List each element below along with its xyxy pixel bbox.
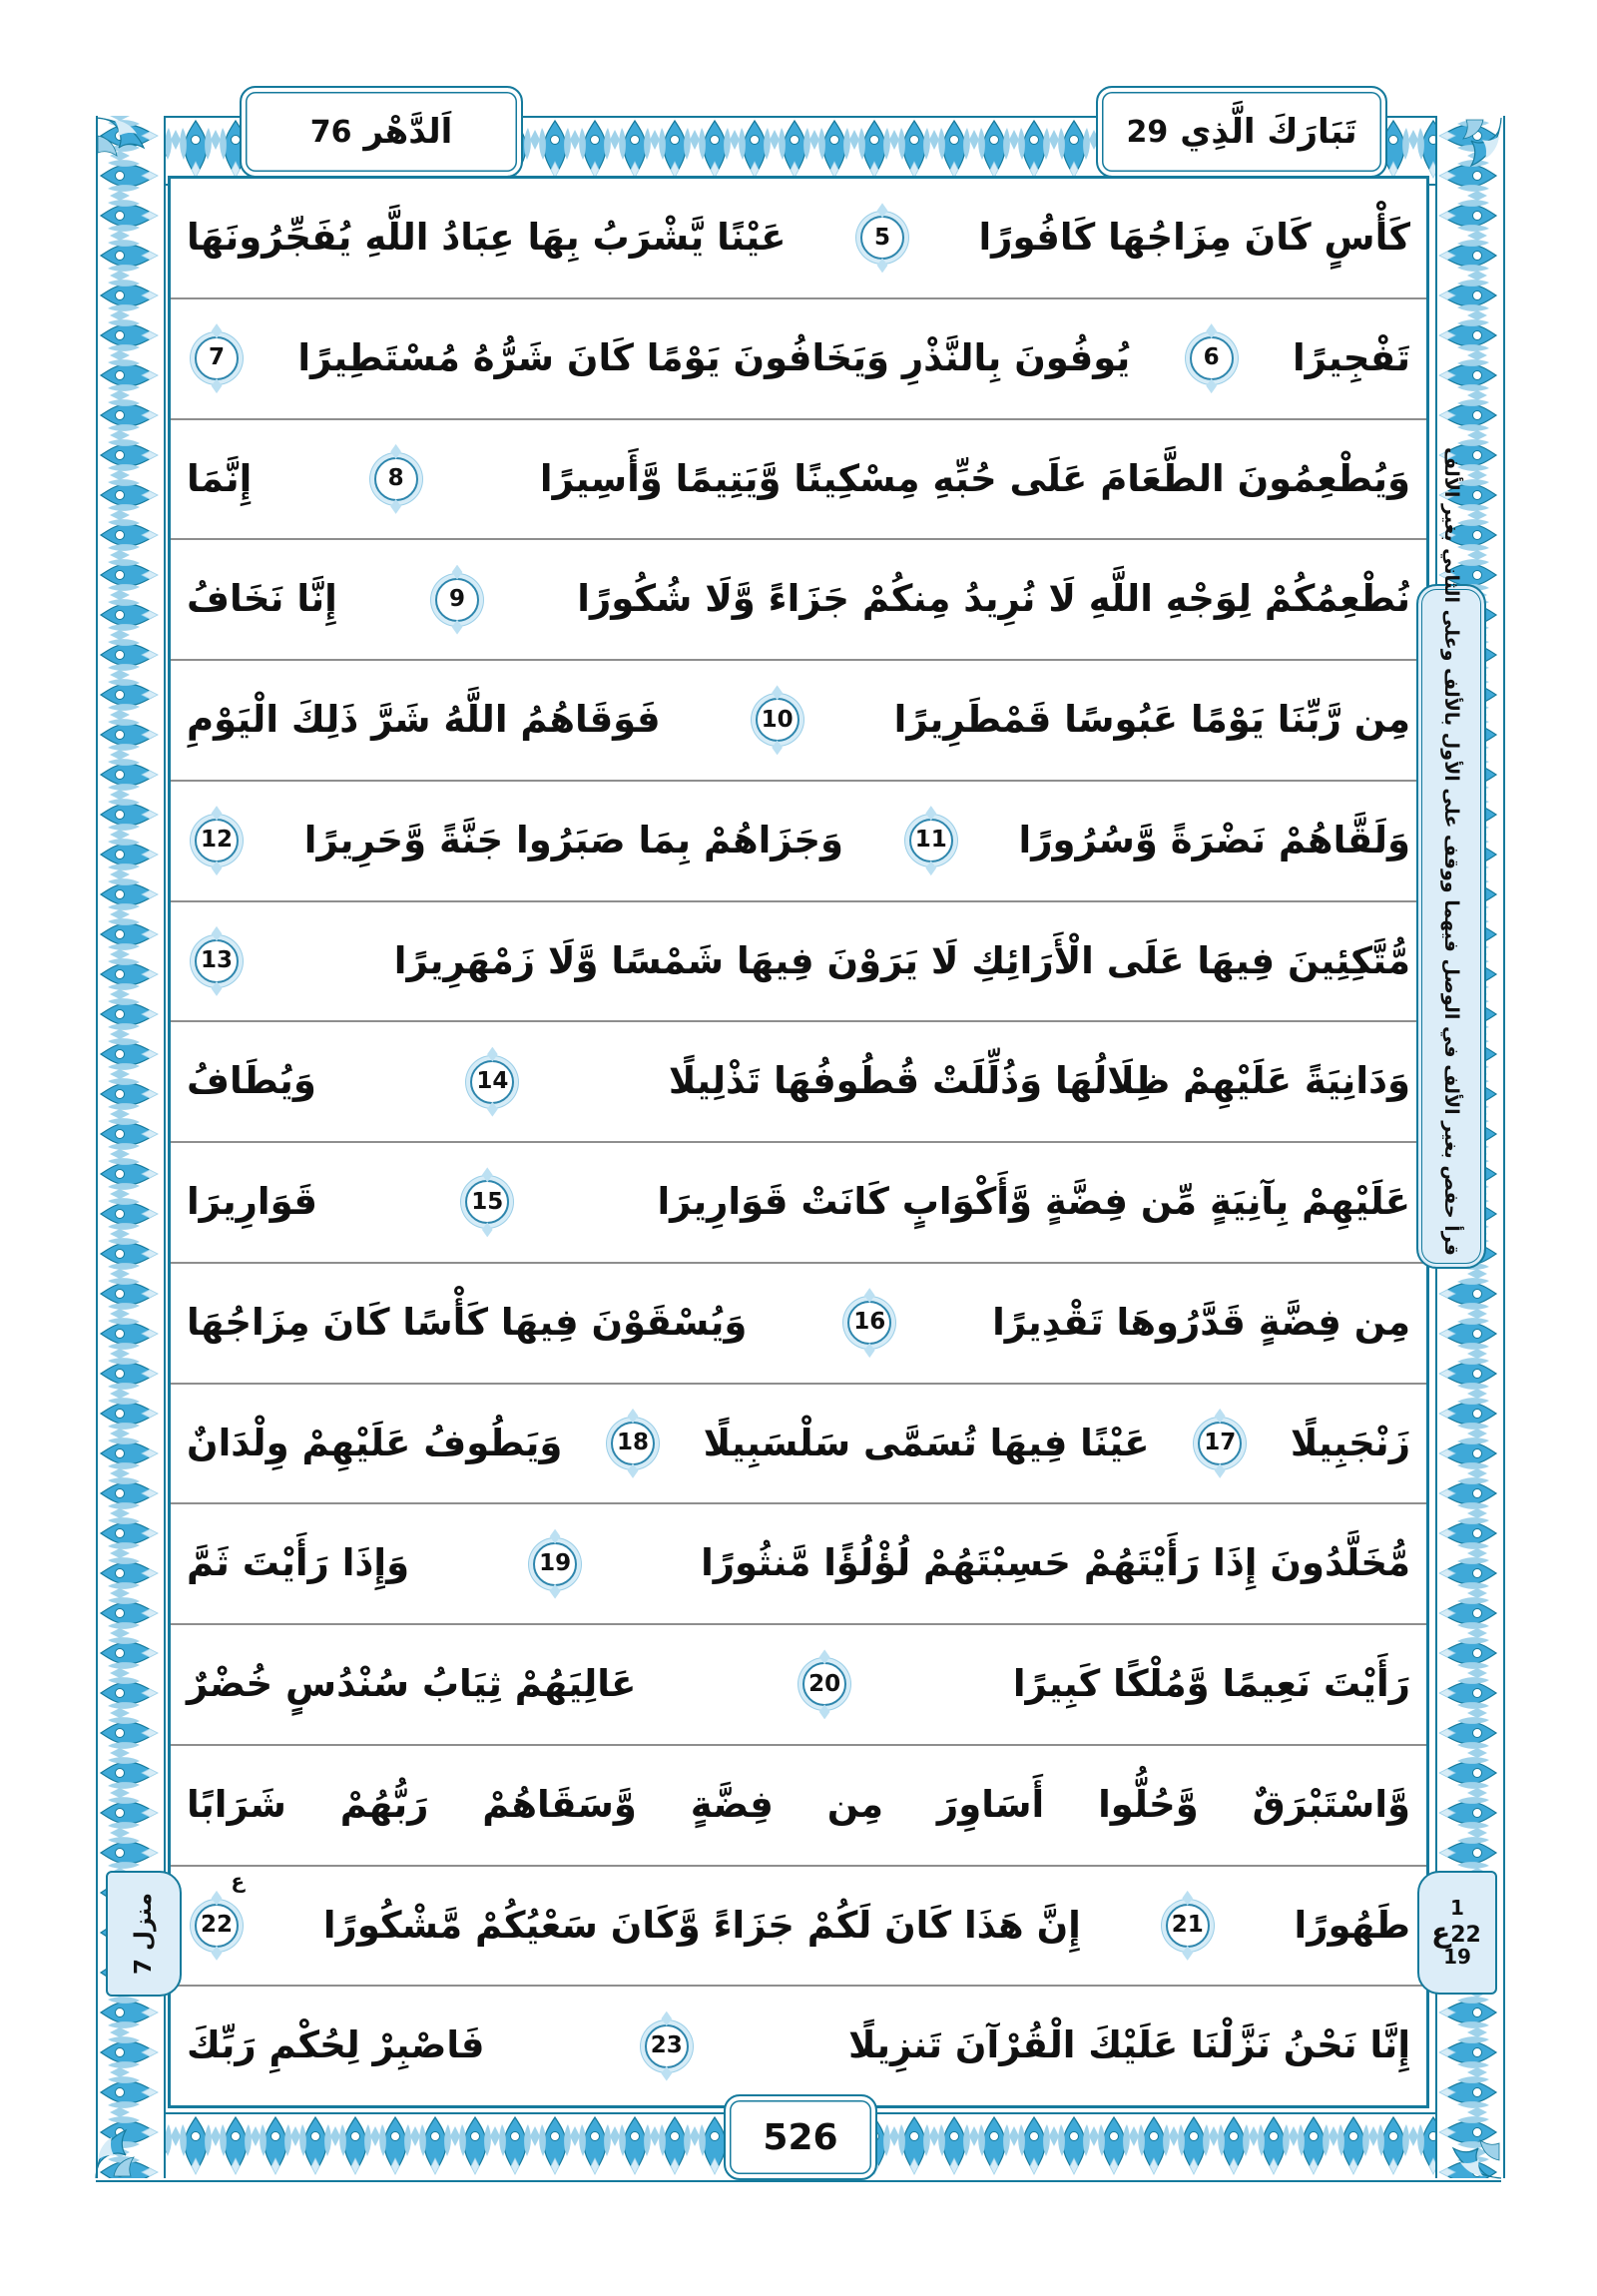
ayah-text: وَّاسْتَبْرَقٌ وَّحُلُّوا أَسَاوِرَ مِن فِضَّةٍ وَّسَقَاهُمْ رَبُّهُمْ شَرَابًا xyxy=(187,1782,1410,1826)
verse-ornament-icon xyxy=(210,861,224,875)
ruku-marker xyxy=(1417,1871,1497,1995)
verse-number-badge xyxy=(435,565,479,635)
ayah-text: فَوَقَاهُمُ اللَّهُ شَرَّ ذَلِكَ الْيَوْمِ xyxy=(187,698,661,742)
corner-flourish-icon xyxy=(1437,2114,1511,2188)
ruku-number-in-juz: 19 xyxy=(1443,1945,1471,1970)
ayah-text: رَأَيْتَ نَعِيمًا وَّمُلْكًا كَبِيرًا xyxy=(1012,1662,1410,1706)
ayah-text: وَجَزَاهُمْ بِمَا صَبَرُوا جَنَّةً وَّحَرِيرًا xyxy=(303,818,843,861)
verse-number-badge xyxy=(195,1868,245,1961)
juz-name-tab xyxy=(1096,86,1387,178)
quran-line xyxy=(171,1141,1426,1262)
verse-number: 6 xyxy=(1190,336,1234,380)
ayah-text: تَفْجِيرًا xyxy=(1293,335,1410,379)
verse-ornament-icon xyxy=(626,1463,640,1478)
verse-number: 20 xyxy=(802,1662,846,1706)
verse-number: 13 xyxy=(195,939,239,983)
ayah-text: وَيُطَافُ xyxy=(187,1059,316,1103)
corner-flourish-icon xyxy=(1437,108,1511,182)
verse-number: 18 xyxy=(611,1422,655,1465)
verse-number-badge xyxy=(374,444,418,514)
verse-number-badge xyxy=(195,926,239,996)
page-number-tab xyxy=(724,2094,877,2180)
verse-number: 15 xyxy=(465,1180,509,1224)
verse-number: 12 xyxy=(195,819,239,862)
ayah-text: نُطْعِمُكُمْ لِوَجْهِ اللَّهِ لَا نُرِيدُ مِنكُمْ جَزَاءً وَّلَا شُكُورًا xyxy=(577,577,1410,621)
verse-ornament-icon xyxy=(875,258,889,273)
juz-name: تَبَارَكَ الَّذِي xyxy=(1180,112,1357,152)
verse-ornament-icon xyxy=(1181,1946,1195,1961)
ayah-text: قَوَارِيرَا xyxy=(187,1180,317,1224)
quran-line xyxy=(171,1502,1426,1623)
verse-ornament-icon xyxy=(924,861,938,875)
verse-number: 5 xyxy=(860,216,904,260)
surah-number: 76 xyxy=(309,114,352,150)
quran-line xyxy=(171,1744,1426,1865)
quran-line xyxy=(171,1020,1426,1141)
ayah-text: فَاصْبِرْ لِحُكْمِ رَبِّكَ xyxy=(187,2023,485,2067)
ayah-text: إِنَّ هَذَا كَانَ لَكُمْ جَزَاءً وَّكَانَ سَعْيُكُمْ مَّشْكُورًا xyxy=(322,1903,1081,1947)
verse-number-badge xyxy=(1166,1891,1210,1961)
verse-ornament-icon xyxy=(210,981,224,996)
verse-ornament-icon xyxy=(1205,378,1219,393)
quran-line xyxy=(171,538,1426,659)
ayah-text: مُّخَلَّدُونَ إِذَا رَأَيْتَهُمْ حَسِبْتَهُمْ لُؤْلُؤًا مَّنثُورًا xyxy=(701,1541,1410,1585)
ayah-text: إِنَّمَا xyxy=(187,456,253,500)
verse-ornament-icon xyxy=(1213,1463,1227,1478)
corner-flourish-icon xyxy=(86,108,160,182)
verse-number-badge xyxy=(860,203,904,273)
quran-line xyxy=(171,1262,1426,1383)
verse-number-badge xyxy=(645,2011,689,2081)
verse-number-badge xyxy=(802,1649,846,1719)
ruku-ain-inline: ع xyxy=(231,1868,245,1893)
verse-ornament-icon xyxy=(485,1102,499,1117)
ayah-text: مِن رَّبِّنَا يَوْمًا عَبُوسًا قَمْطَرِيرًا xyxy=(893,698,1410,742)
verse-ornament-icon xyxy=(771,740,785,755)
verse-ornament-icon xyxy=(660,2011,674,2026)
verse-number: 9 xyxy=(435,578,479,622)
quran-line xyxy=(171,1383,1426,1503)
verse-number: 16 xyxy=(847,1301,891,1345)
manzil-tab xyxy=(106,1871,182,1997)
verse-number-badge xyxy=(195,323,239,393)
juz-number: 29 xyxy=(1126,114,1169,150)
quran-line xyxy=(171,900,1426,1021)
verse-ornament-icon xyxy=(817,1704,831,1719)
ayah-text: كَأْسٍ كَانَ مِزَاجُهَا كَافُورًا xyxy=(978,216,1410,260)
corner-flourish-icon xyxy=(86,2114,160,2188)
ayah-text: عَيْنًا يَّشْرَبُ بِهَا عِبَادُ اللَّهِ يُفَجِّرُونَهَا xyxy=(187,216,787,260)
ayah-text: مِن فِضَّةٍ قَدَّرُوهَا تَقْدِيرًا xyxy=(992,1300,1410,1344)
ayah-text: إِنَّا نَحْنُ نَزَّلْنَا عَلَيْكَ الْقُرْآنَ تَنزِيلًا xyxy=(848,2023,1410,2067)
verse-ornament-icon xyxy=(210,1946,224,1961)
verse-number: 11 xyxy=(909,819,953,862)
ruku-number-in-surah: 1 xyxy=(1450,1896,1464,1921)
verse-ornament-icon xyxy=(548,1584,562,1599)
quran-line xyxy=(171,1865,1426,1986)
verse-number: 19 xyxy=(533,1542,577,1586)
ayah-text: وَلَقَّاهُمْ نَضْرَةً وَّسُرُورًا xyxy=(1018,818,1410,861)
verse-number-badge xyxy=(611,1409,655,1478)
ayah-text: يُوفُونَ بِالنَّذْرِ وَيَخَافُونَ يَوْمًا كَانَ شَرُّهُ مُسْتَطِيرًا xyxy=(297,335,1131,379)
surah-name-tab xyxy=(240,86,523,178)
verse-number-badge xyxy=(909,806,953,875)
verse-number: 23 xyxy=(645,2024,689,2068)
ayah-text: طَهُورًا xyxy=(1294,1903,1410,1947)
verse-ornament-icon xyxy=(660,2066,674,2081)
text-block xyxy=(171,179,1426,2105)
ayah-text: عَالِيَهُمْ ثِيَابُ سُنْدُسٍ خُضْرٌ xyxy=(187,1662,637,1706)
ayah-text: وَإِذَا رَأَيْتَ ثَمَّ xyxy=(187,1541,410,1585)
verse-number-badge xyxy=(756,685,799,755)
verse-number-badge xyxy=(465,1167,509,1237)
quran-line xyxy=(171,659,1426,780)
qiraat-note xyxy=(1416,447,1486,1269)
ayah-text: وَيُطْعِمُونَ الطَّعَامَ عَلَى حُبِّهِ مِسْكِينًا وَّيَتِيمًا وَّأَسِيرًا xyxy=(539,456,1410,500)
verse-number-badge xyxy=(195,806,239,875)
verse-number: 17 xyxy=(1198,1422,1242,1465)
verse-ornament-icon xyxy=(480,1222,494,1237)
quran-line xyxy=(171,780,1426,900)
verse-ornament-icon xyxy=(389,499,403,514)
ayah-text: وَيُسْقَوْنَ فِيهَا كَأْسًا كَانَ مِزَاجُهَا xyxy=(187,1300,748,1344)
quran-line xyxy=(171,418,1426,539)
quran-line xyxy=(171,1985,1426,2105)
ayah-text: مُّتَّكِئِينَ فِيهَا عَلَى الْأَرَائِكِ لَا يَرَوْنَ فِيهَا شَمْسًا وَّلَا زَمْهَرِيرًا xyxy=(393,938,1410,982)
ayah-text: وَيَطُوفُ عَلَيْهِمْ وِلْدَانٌ xyxy=(187,1421,563,1464)
border-ornament-left xyxy=(96,116,166,2178)
ruku-ain-symbol: ع xyxy=(1431,1915,1451,1949)
verse-number-badge xyxy=(1190,323,1234,393)
verse-number: 14 xyxy=(470,1060,514,1104)
verse-number: 10 xyxy=(756,698,799,742)
qiraat-note-text: قرأ حفص بغير الألف في الوصل فيهما ووقف على الأول بالألف وعلى الثاني بغير الألف xyxy=(1440,447,1462,1256)
verse-number-badge xyxy=(470,1047,514,1117)
verse-number: 21 xyxy=(1166,1904,1210,1948)
verse-ornament-icon xyxy=(862,1343,876,1358)
verse-number: 7 xyxy=(195,336,239,380)
page-number: 526 xyxy=(763,2116,838,2158)
verse-number: 22 xyxy=(195,1904,239,1948)
ayah-text: إِنَّا نَخَافُ xyxy=(187,577,337,621)
quran-line xyxy=(171,1623,1426,1744)
manzil-label: منزل 7 xyxy=(131,1893,157,1975)
ayah-text: عَلَيْهِمْ بِآنِيَةٍ مِّن فِضَّةٍ وَّأَكْوَابٍ كَانَتْ قَوَارِيرَا xyxy=(657,1180,1410,1224)
verse-number-badge xyxy=(847,1288,891,1358)
ayah-text: وَدَانِيَةً عَلَيْهِمْ ظِلَالُهَا وَذُلِّلَتْ قُطُوفُهَا تَذْلِيلًا xyxy=(668,1059,1410,1103)
ayah-text: عَيْنًا فِيهَا تُسَمَّى سَلْسَبِيلًا xyxy=(703,1421,1150,1464)
verse-ornament-icon xyxy=(210,378,224,393)
verse-number-badge xyxy=(1198,1409,1242,1478)
surah-name: اَلدَّهْر xyxy=(363,112,453,152)
verse-number-badge xyxy=(533,1529,577,1599)
quran-line xyxy=(171,297,1426,418)
ruku-verse-count: 22 xyxy=(1450,1922,1481,1948)
ayah-text: زَنْجَبِيلًا xyxy=(1290,1421,1410,1464)
quran-line xyxy=(171,179,1426,297)
verse-number: 8 xyxy=(374,457,418,501)
verse-ornament-icon xyxy=(450,620,464,635)
